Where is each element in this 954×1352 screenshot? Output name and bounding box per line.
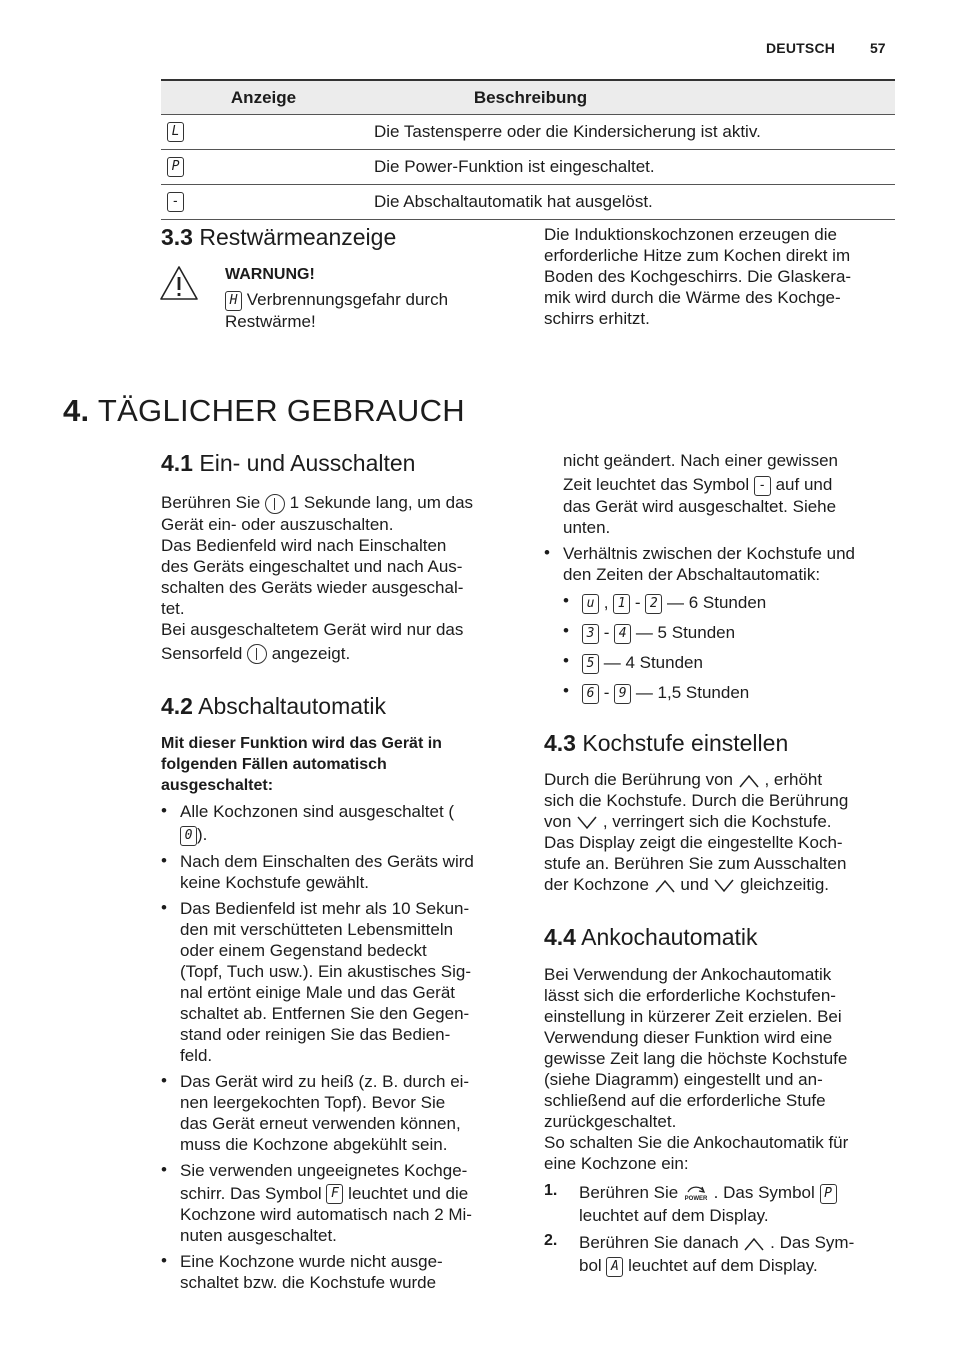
chevron-up-icon	[738, 774, 760, 788]
list-item: • Das Bedienfeld ist mehr als 10 Sekun- den mit verschütteten Lebensmitteln oder einem Gegenstand bedeckt (Topf, Tuch usw.). Ein akustisches Sig- nal ertönt einige Male und das Gerät schaltet ab. Entfernen Sie den Gegen- stand oder reinigen Sie das Bedien- feld.	[161, 897, 472, 1065]
on-off-icon	[265, 494, 285, 514]
section-heading-4-4: 4.4 Ankochautomatik	[544, 924, 758, 950]
paragraph-auto-off-intro: Mit dieser Funktion wird das Gerät in folgenden Fällen automatisch ausgeschaltet:	[161, 735, 442, 794]
table-row	[161, 150, 895, 185]
table-row	[161, 185, 895, 220]
step-number: 1.	[544, 1182, 558, 1199]
display-symbol-1: 1	[613, 594, 630, 614]
chapter-heading: 4. TÄGLICHER GEBRAUCH	[63, 393, 465, 428]
display-symbol-u: u	[582, 594, 599, 614]
sub-list	[563, 593, 766, 713]
display-symbol-f: F	[326, 1184, 343, 1204]
warning-text: Restwärme!	[225, 312, 316, 331]
display-symbol-p: P	[167, 157, 184, 177]
list-item: • Sie verwenden ungeeignetes Kochge- schirr. Das Symbol F leuchtet und die Kochzone wird automatisch nach 2 Mi- nuten ausgeschaltet.	[161, 1159, 472, 1246]
step-number: 2.	[544, 1232, 558, 1249]
list-item: • 6 - 9 — 1,5 Stunden	[563, 681, 750, 702]
chevron-down-icon	[576, 816, 598, 830]
display-symbol-6: 6	[582, 684, 599, 704]
numbered-step: 1. Berühren Sie POWER . Das Symbol P leuchtet auf dem Display.	[544, 1182, 904, 1226]
display-symbol-h: H	[225, 291, 242, 311]
list-item: • Verhältnis zwischen der Kochstufe und den Zeiten der Abschaltautomatik:	[544, 543, 856, 584]
chevron-up-icon	[654, 879, 676, 893]
page-number: 57	[870, 40, 886, 56]
list-item: • 3 - 4 — 5 Stunden	[563, 621, 736, 642]
list-item: • Alle Kochzonen sind ausgeschaltet ( 0 ).	[161, 801, 455, 844]
warning-triangle-icon	[158, 264, 200, 302]
display-symbol-dash: -	[754, 476, 771, 496]
paragraph-set-power-level: Durch die Berührung von , erhöht sich die Kochstufe. Durch die Berührung von , verringert sich die Kochstufe. Das Display zeigt die eingestellte Koch- stufe an. Berühren Sie zum Ausschalten der Kochzone und gleichzeitig.	[544, 770, 849, 894]
section-heading-3-3: 3.3 Restwärmeanzeige	[161, 224, 397, 250]
svg-text:POWER: POWER	[684, 1195, 708, 1202]
section-heading-4-1: 4.1 Ein- und Ausschalten	[161, 450, 416, 476]
display-symbol-p: P	[820, 1184, 837, 1204]
warning-label: WARNUNG!	[225, 266, 315, 283]
list-item: • Das Gerät wird zu heiß (z. B. durch ei- nen leergekochten Topf). Bevor Sie das Gerät erneut verwenden können, muss die Kochzone abgekühlt sein.	[161, 1070, 470, 1154]
paragraph-continuation: nicht geändert. Nach einer gewissen Zeit leuchtet das Symbol - auf und das Gerät wird ausgeschaltet. Siehe unten.	[563, 451, 838, 537]
running-header-language: DEUTSCH	[766, 40, 836, 56]
paragraph-on-off: Berühren Sie 1 Sekunde lang, um das Gerät ein- oder auszuschalten. Das Bedienfeld wird nach Einschalten des Geräts eingeschaltet und nach Aus- schalten des Geräts wieder ausgeschal- tet. Bei ausgeschaltetem Gerät wird nur das Sensorfeld angezeigt.	[161, 493, 474, 663]
section-heading-4-3: 4.3 Kochstufe einstellen	[544, 730, 789, 756]
display-symbol-l: L	[167, 122, 184, 142]
auto-off-list	[161, 801, 521, 1293]
power-key-icon	[683, 1183, 709, 1205]
display-symbol-2: 2	[645, 594, 662, 614]
numbered-step: 2. Berühren Sie danach . Das Sym- bol A leuchtet auf dem Display.	[544, 1232, 855, 1275]
display-symbol-9: 9	[614, 684, 631, 704]
list-item: • u , 1 - 2 — 6 Stunden	[563, 591, 767, 612]
table-cell-description: Die Power-Funktion ist eingeschaltet.	[366, 150, 895, 185]
table-header-beschreibung: Beschreibung	[366, 80, 895, 115]
paragraph-auto-heat-up: Bei Verwendung der Ankochautomatik lässt sich die erforderliche Kochstufen- einstellung in kürzerer Zeit erzielen. Bei Verwendung dieser Funktion wird eine gewisse Zeit lang die höchste Kochstufe (siehe Diagramm) eingestellt und an- schließend auf die erforderliche Stufe zurückgeschaltet. So schalten Sie die Ankochautomatik für eine Kochzone ein:	[544, 965, 849, 1173]
display-symbol-3: 3	[582, 624, 599, 644]
list-item: • Nach dem Einschalten des Geräts wird keine Kochstufe gewählt.	[161, 850, 474, 892]
display-symbol-5: 5	[582, 654, 599, 674]
chevron-down-icon	[713, 879, 735, 893]
on-off-icon	[247, 644, 267, 664]
display-symbol-dash: -	[167, 192, 184, 212]
chevron-up-icon	[743, 1237, 765, 1251]
warning-text: H Verbrennungsgefahr durch	[225, 289, 448, 311]
section-heading-4-2: 4.2 Abschaltautomatik	[161, 693, 387, 719]
display-symbol-0: 0	[180, 826, 197, 846]
table-cell-description: Die Abschaltautomatik hat ausgelöst.	[366, 185, 895, 220]
paragraph-induction: Die Induktionskochzonen erzeugen die erforderliche Hitze zum Kochen direkt im Boden des Kochgeschirrs. Die Glaskera- mik wird durch die Wärme des Kochge- schirrs erhitzt.	[544, 225, 852, 328]
table-cell-description: Die Tastensperre oder die Kindersicherung ist aktiv.	[366, 115, 895, 150]
display-symbol-4: 4	[614, 624, 631, 644]
table-header-anzeige: Anzeige	[161, 80, 366, 115]
list-item: • Eine Kochzone wurde nicht ausge- schaltet bzw. die Kochstufe wurde	[161, 1251, 443, 1293]
table-row	[161, 115, 895, 150]
display-table	[161, 79, 895, 220]
list-item: • 5 — 4 Stunden	[563, 651, 703, 672]
display-symbol-a: A	[606, 1257, 623, 1277]
